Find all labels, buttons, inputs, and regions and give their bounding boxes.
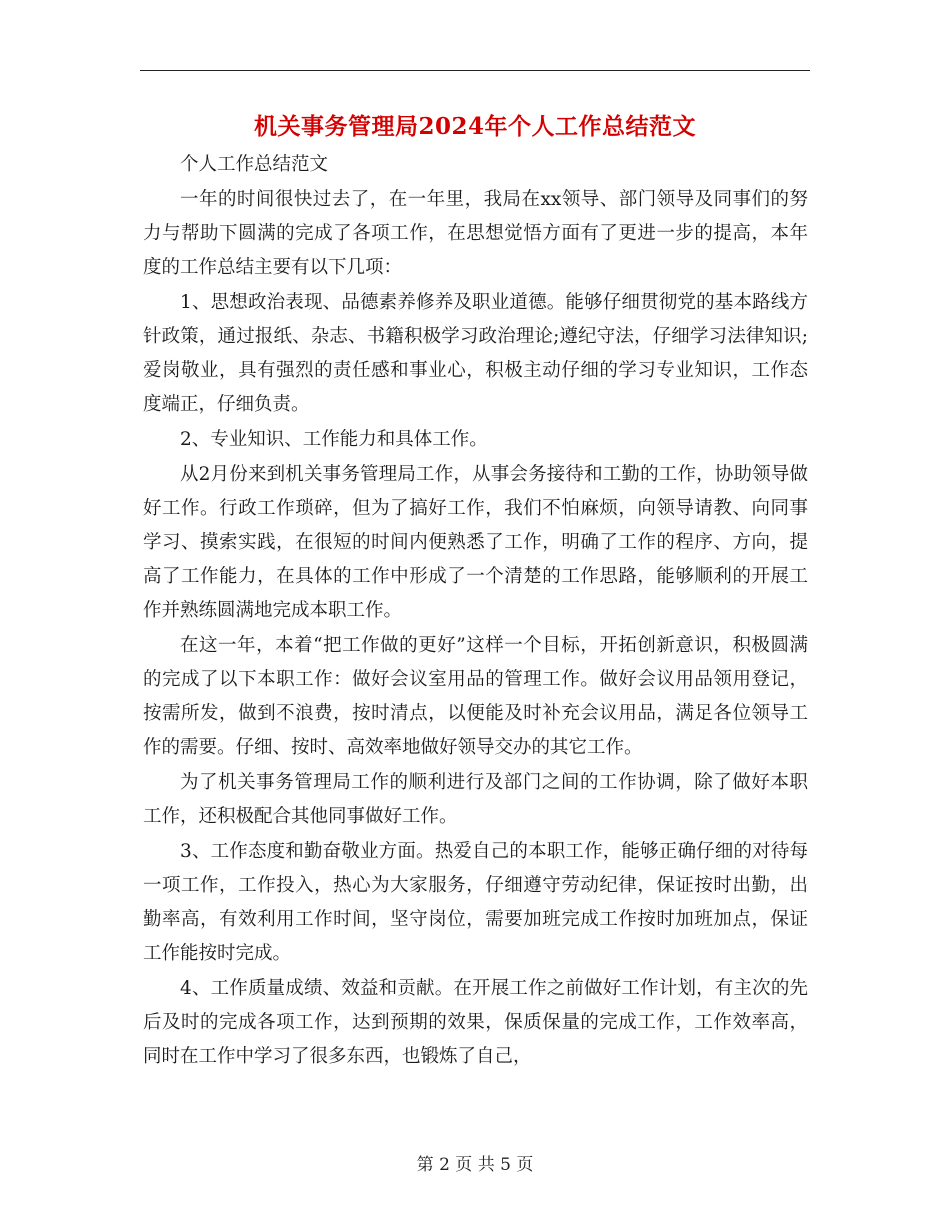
paragraph-goal: 在这一年，本着“把工作做的更好”这样一个目标，开拓创新意识，积极圆满的完成了以下本职工作：做好会议室用品的管理工作。做好会议用品领用登记，按需所发，做到不浪费，按时清点，以便能及时补充会议用品，满足各位领导工作的需要。仔细、按时、高效率地做好领导交办的其它工作。 [143,635,808,758]
paragraph-coordination: 为了机关事务管理局工作的顺利进行及部门之间的工作协调，除了做好本职工作，还积极配合其他同事做好工作。 [143,772,808,827]
paragraph-section-2-body: 从2月份来到机关事务管理局工作，从事会务接待和工勤的工作，协助领导做好工作。行政工作琐碎，但为了搞好工作，我们不怕麻烦，向领导请教、向同事学习、摸索实践，在很短的时间内便熟悉了工作，明确了工作的程序、方向，提高了工作能力，在具体的工作中形成了一个清楚的工作思路，能够顺利的开展工作并熟练圆满地完成本职工作。 [143,464,808,621]
paragraph-section-3: 3、工作态度和勤奋敬业方面。热爱自己的本职工作，能够正确仔细的对待每一项工作，工作投入，热心为大家服务，仔细遵守劳动纪律，保证按时出勤，出勤率高，有效利用工作时间，坚守岗位，需要加班完成工作按时加班加点，保证工作能按时完成。 [143,841,808,964]
document-body [143,148,808,1075]
header-rule [140,70,810,71]
document-title: 机关事务管理局2024年个人工作总结范文 [253,113,696,140]
paragraph-section-4: 4、工作质量成绩、效益和贡献。在开展工作之前做好工作计划，有主次的先后及时的完成各项工作，达到预期的效果，保质保量的完成工作，工作效率高，同时在工作中学习了很多东西，也锻炼了自己， [143,978,808,1067]
paragraph-section-1: 1、思想政治表现、品德素养修养及职业道德。能够仔细贯彻党的基本路线方针政策，通过报纸、杂志、书籍积极学习政治理论;遵纪守法，仔细学习法律知识;爱岗敬业，具有强烈的责任感和事业心，积极主动仔细的学习专业知识，工作态度端正，仔细负责。 [143,292,808,415]
page-footer: 第 2 页 共 5 页 [416,1155,534,1175]
paragraph-subtitle: 个人工作总结范文 [180,154,329,175]
paragraph-section-2-heading: 2、专业知识、工作能力和具体工作。 [180,429,488,450]
paragraph-intro: 一年的时间很快过去了，在一年里，我局在xx领导、部门领导及同事们的努力与帮助下圆满的完成了各项工作，在思想觉悟方面有了更进一步的提高，本年度的工作总结主要有以下几项： [143,189,808,278]
